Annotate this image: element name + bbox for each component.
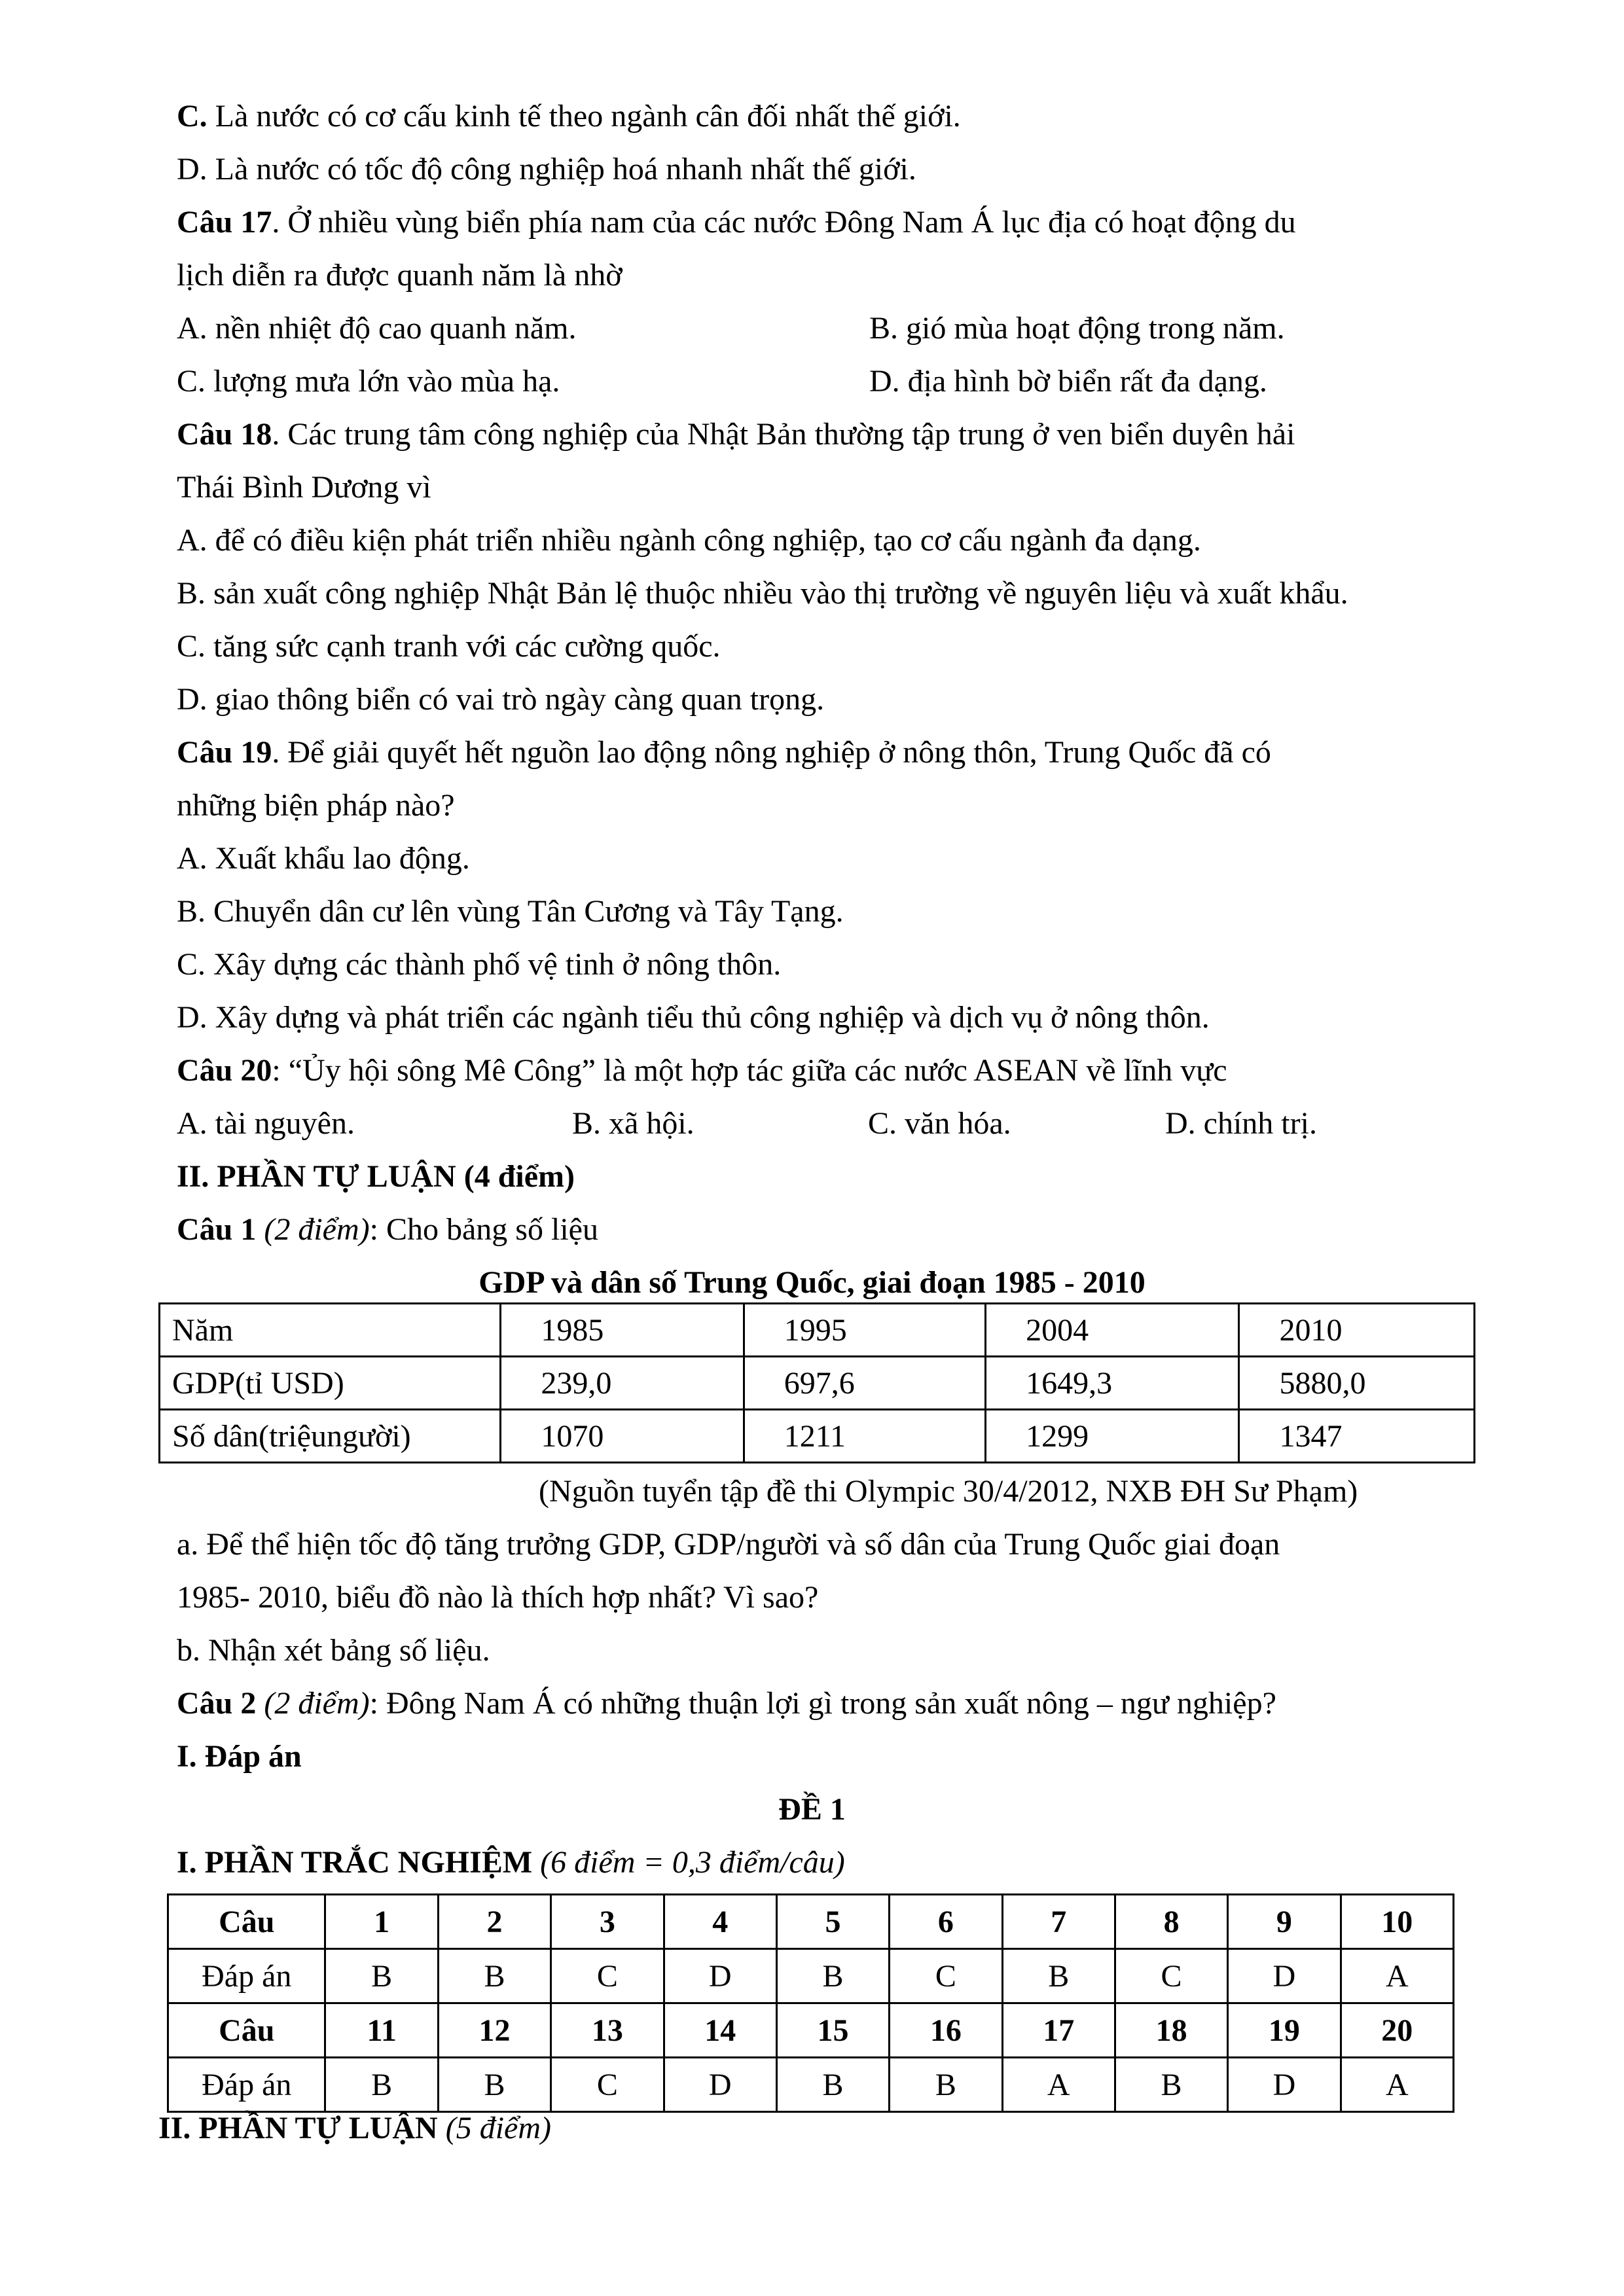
question-number-cell: 6 [890, 1895, 1002, 1949]
question-label: Câu 19 [177, 735, 272, 770]
q20-option-d: D. chính trị. [1165, 1106, 1317, 1141]
row-label-cell: Đáp án [168, 2058, 325, 2112]
table-cell: 1299 [986, 1410, 1239, 1463]
heading-title: I. PHẦN TRẮC NGHIỆM [177, 1845, 533, 1880]
question-number-cell: 13 [551, 2003, 664, 2058]
answer-row [168, 2058, 1454, 2112]
table-cell: 1649,3 [986, 1357, 1239, 1410]
question-number-cell: 10 [1341, 1895, 1453, 1949]
table-cell: 2010 [1239, 1304, 1475, 1357]
answer-cell: A [1341, 1949, 1453, 2003]
question-number-cell: 8 [1115, 1895, 1227, 1949]
option-letter: C. [177, 99, 208, 134]
question-20 [177, 1051, 1227, 1090]
answer-cell: D [1228, 1949, 1341, 2003]
question-number-cell: 5 [776, 1895, 889, 1949]
question-text: . Các trung tâm công nghiệp của Nhật Bản thường tập trung ở ven biển duyên hải [272, 417, 1295, 452]
section-heading-essay: II. PHẦN TỰ LUẬN (4 điểm) [177, 1159, 575, 1194]
heading-points: (5 điểm) [437, 2111, 551, 2145]
table-cell: 5880,0 [1239, 1357, 1475, 1410]
table-title: GDP và dân số Trung Quốc, giai đoạn 1985 - 2010 [478, 1265, 1146, 1300]
exam-number: ĐỀ 1 [778, 1792, 846, 1827]
question-text: : “Ủy hội sông Mê Công” là một hợp tác giữa các nước ASEAN về lĩnh vực [272, 1053, 1227, 1088]
q17-option-b: B. gió mùa hoạt động trong năm. [869, 311, 1285, 346]
table-cell: 1985 [501, 1304, 744, 1357]
table-cell: 1995 [744, 1304, 985, 1357]
question-label: Câu 2 [177, 1686, 257, 1721]
heading-title: II. PHẦN TỰ LUẬN [158, 2111, 438, 2145]
answer-cell: B [325, 1949, 438, 2003]
answer-cell: B [325, 2058, 438, 2112]
answer-cell: B [438, 1949, 550, 2003]
q20-option-c: C. văn hóa. [868, 1106, 1011, 1141]
table-cell: 1070 [501, 1410, 744, 1463]
question-number-cell: 15 [776, 2003, 889, 2058]
row-header-cell: Số dân(triệungười) [160, 1410, 501, 1463]
question-number-cell: 19 [1228, 2003, 1341, 2058]
heading-points: (6 điểm = 0,3 điểm/câu) [532, 1845, 845, 1880]
question-label: Câu 1 [177, 1212, 257, 1247]
question-number-cell: 16 [890, 2003, 1002, 2058]
q16-option-d: D. Là nước có tốc độ công nghiệp hoá nhanh nhất thế giới. [177, 152, 916, 187]
row-label-cell: Đáp án [168, 1949, 325, 2003]
row-label-cell: Câu [168, 1895, 325, 1949]
row-header-cell: Năm [160, 1304, 501, 1357]
q19-option-b: B. Chuyển dân cư lên vùng Tân Cương và Tây Tạng. [177, 894, 844, 929]
answer-cell: B [776, 2058, 889, 2112]
answer-cell: B [890, 2058, 1002, 2112]
q16-option-c [177, 97, 961, 136]
question-number-cell: 20 [1341, 2003, 1453, 2058]
essay-1a-cont: 1985- 2010, biểu đồ nào là thích hợp nhất? Vì sao? [177, 1580, 819, 1615]
essay-1b: b. Nhận xét bảng số liệu. [177, 1633, 490, 1668]
q17-option-d: D. địa hình bờ biển rất đa dạng. [869, 364, 1267, 399]
question-text: . Để giải quyết hết nguồn lao động nông nghiệp ở nông thôn, Trung Quốc đã có [272, 735, 1271, 770]
answer-cell: D [664, 1949, 776, 2003]
table-row [160, 1357, 1475, 1410]
question-points: (2 điểm) [256, 1212, 370, 1247]
question-number-cell: 18 [1115, 2003, 1227, 2058]
answer-cell: B [1002, 1949, 1115, 2003]
row-label-cell: Câu [168, 2003, 325, 2058]
question-label: Câu 20 [177, 1053, 272, 1088]
table-cell: 697,6 [744, 1357, 985, 1410]
table-cell: 1211 [744, 1410, 985, 1463]
row-header-cell: GDP(tỉ USD) [160, 1357, 501, 1410]
question-number-cell: 9 [1228, 1895, 1341, 1949]
question-text: : Cho bảng số liệu [369, 1212, 598, 1247]
q18-option-b: B. sản xuất công nghiệp Nhật Bản lệ thuộc nhiều vào thị trường về nguyên liệu và xuất khẩu. [177, 576, 1348, 611]
question-label: Câu 18 [177, 417, 272, 452]
essay-question-1 [177, 1210, 598, 1249]
option-text: Là nước có cơ cấu kinh tế theo ngành cân đối nhất thế giới. [207, 99, 961, 134]
question-number-cell: 1 [325, 1895, 438, 1949]
essay-question-2 [177, 1684, 1276, 1723]
q19-option-a: A. Xuất khẩu lao động. [177, 841, 470, 876]
question-number-row [168, 2003, 1454, 2058]
question-number-cell: 14 [664, 2003, 776, 2058]
question-number-cell: 17 [1002, 2003, 1115, 2058]
question-number-cell: 12 [438, 2003, 550, 2058]
part1-heading [177, 1843, 845, 1882]
answer-cell: D [664, 2058, 776, 2112]
answers-heading: I. Đáp án [177, 1739, 302, 1774]
answer-cell: B [776, 1949, 889, 2003]
answer-row [168, 1949, 1454, 2003]
q18-option-d: D. giao thông biển có vai trò ngày càng quan trọng. [177, 682, 825, 717]
question-label: Câu 17 [177, 205, 272, 240]
table-cell: 1347 [1239, 1410, 1475, 1463]
question-17 [177, 203, 1296, 242]
question-18-cont: Thái Bình Dương vì [177, 470, 431, 505]
answer-cell: C [890, 1949, 1002, 2003]
answer-cell: A [1002, 2058, 1115, 2112]
question-points: (2 điểm) [256, 1686, 370, 1721]
table-source: (Nguồn tuyển tập đề thi Olympic 30/4/2012, NXB ĐH Sư Phạm) [539, 1474, 1358, 1509]
part2-heading [158, 2109, 551, 2148]
answer-cell: A [1341, 2058, 1453, 2112]
question-18 [177, 415, 1295, 454]
question-text: . Ở nhiều vùng biển phía nam của các nước Đông Nam Á lục địa có hoạt động du [272, 205, 1296, 240]
question-text: : Đông Nam Á có những thuận lợi gì trong sản xuất nông – ngư nghiệp? [369, 1686, 1276, 1721]
table-cell: 239,0 [501, 1357, 744, 1410]
table-row [160, 1410, 1475, 1463]
q19-option-c: C. Xây dựng các thành phố vệ tinh ở nông thôn. [177, 947, 782, 982]
question-number-row [168, 1895, 1454, 1949]
table-row [160, 1304, 1475, 1357]
essay-1a: a. Để thể hiện tốc độ tăng trưởng GDP, GDP/người và số dân của Trung Quốc giai đoạn [177, 1527, 1280, 1562]
question-number-cell: 3 [551, 1895, 664, 1949]
question-number-cell: 4 [664, 1895, 776, 1949]
q20-option-a: A. tài nguyên. [177, 1106, 355, 1141]
question-number-cell: 7 [1002, 1895, 1115, 1949]
question-19 [177, 733, 1271, 772]
answer-cell: C [551, 2058, 664, 2112]
question-number-cell: 11 [325, 2003, 438, 2058]
q20-option-b: B. xã hội. [572, 1106, 695, 1141]
q18-option-a: A. để có điều kiện phát triển nhiều ngành công nghiệp, tạo cơ cấu ngành đa dạng. [177, 523, 1201, 558]
answer-key-table [167, 1893, 1454, 2113]
question-17-cont: lịch diễn ra được quanh năm là nhờ [177, 258, 623, 293]
q19-option-d: D. Xây dựng và phát triển các ngành tiểu thủ công nghiệp và dịch vụ ở nông thôn. [177, 1000, 1210, 1035]
q17-option-c: C. lượng mưa lớn vào mùa hạ. [177, 364, 560, 399]
answer-cell: B [1115, 2058, 1227, 2112]
answer-cell: D [1228, 2058, 1341, 2112]
table-cell: 2004 [986, 1304, 1239, 1357]
answer-cell: B [438, 2058, 550, 2112]
question-19-cont: những biện pháp nào? [177, 788, 455, 823]
answer-cell: C [551, 1949, 664, 2003]
q18-option-c: C. tăng sức cạnh tranh với các cường quốc. [177, 629, 721, 664]
answer-cell: C [1115, 1949, 1227, 2003]
q17-option-a: A. nền nhiệt độ cao quanh năm. [177, 311, 577, 346]
question-number-cell: 2 [438, 1895, 550, 1949]
gdp-population-table [158, 1302, 1475, 1463]
